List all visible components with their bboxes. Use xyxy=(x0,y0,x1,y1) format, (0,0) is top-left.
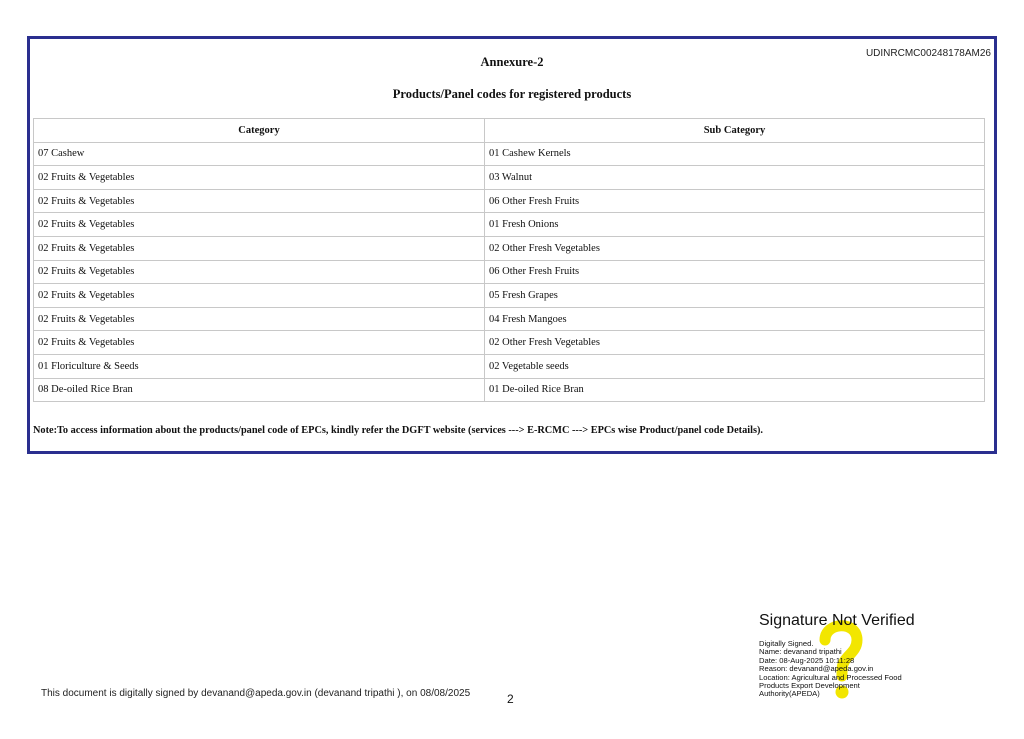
category-cell: 02 Fruits & Vegetables xyxy=(34,236,485,260)
signature-details xyxy=(759,640,902,699)
signature-line: Reason: devanand@apeda.gov.in xyxy=(759,664,874,674)
category-cell: 02 Fruits & Vegetables xyxy=(34,307,485,331)
sub-category-cell: 02 Other Fresh Vegetables xyxy=(485,331,985,355)
category-cell: 02 Fruits & Vegetables xyxy=(34,284,485,308)
table-row xyxy=(34,142,985,166)
sub-category-cell: 03 Walnut xyxy=(485,166,985,190)
category-cell: 02 Fruits & Vegetables xyxy=(34,189,485,213)
category-cell: 02 Fruits & Vegetables xyxy=(34,213,485,237)
page-number: 2 xyxy=(507,692,514,706)
sub-category-cell: 01 Fresh Onions xyxy=(485,213,985,237)
udin-number: UDINRCMC00248178AM26 xyxy=(865,48,991,59)
category-cell: 02 Fruits & Vegetables xyxy=(34,260,485,284)
sub-category-cell: 02 Vegetable seeds xyxy=(485,354,985,378)
sub-category-cell: 04 Fresh Mangoes xyxy=(485,307,985,331)
table-row xyxy=(34,213,985,237)
sub-category-cell: 02 Other Fresh Vegetables xyxy=(485,236,985,260)
signature-line: Date: 08-Aug-2025 10:11:28 xyxy=(759,655,855,665)
column-header-category: Category xyxy=(34,119,485,143)
sub-category-cell: 01 Cashew Kernels xyxy=(485,142,985,166)
dgft-note: Note:To access information about the products/panel code of EPCs, kindly refer the DGFT website (services ---> E-RCMC ---> EPCs wise Product/panel code Details). xyxy=(33,425,763,436)
sub-category-cell: 06 Other Fresh Fruits xyxy=(485,260,985,284)
category-cell: 02 Fruits & Vegetables xyxy=(34,166,485,190)
sub-category-cell: 01 De-oiled Rice Bran xyxy=(485,378,985,402)
table-header-row xyxy=(34,119,985,143)
category-cell: 08 De-oiled Rice Bran xyxy=(34,378,485,402)
signature-line: Name: devanand tripathi xyxy=(759,647,842,657)
table-row xyxy=(34,378,985,402)
product-codes-table xyxy=(33,118,985,402)
annexure-frame xyxy=(27,36,997,454)
category-cell: 01 Floriculture & Seeds xyxy=(34,354,485,378)
signature-block xyxy=(759,612,959,702)
table-row xyxy=(34,166,985,190)
signature-line: Digitally Signed. xyxy=(759,639,814,648)
signature-line: Location: Agricultural and Processed Food xyxy=(759,672,902,682)
sub-category-cell: 06 Other Fresh Fruits xyxy=(485,189,985,213)
table-row xyxy=(34,354,985,378)
table-row xyxy=(34,260,985,284)
sub-category-cell: 05 Fresh Grapes xyxy=(485,284,985,308)
table-row xyxy=(34,236,985,260)
digital-signature-footer: This document is digitally signed by devanand@apeda.gov.in (devanand tripathi ), on 08/08/2025 xyxy=(41,688,471,699)
table-row xyxy=(34,189,985,213)
signature-line: Products Export Development xyxy=(759,681,860,691)
table-row xyxy=(34,331,985,355)
category-cell: 02 Fruits & Vegetables xyxy=(34,331,485,355)
table-row xyxy=(34,284,985,308)
column-header-sub-category: Sub Category xyxy=(485,119,985,143)
annexure-title: Annexure-2 xyxy=(480,55,544,69)
category-cell: 07 Cashew xyxy=(34,142,485,166)
annexure-subtitle: Products/Panel codes for registered products xyxy=(392,87,632,101)
signature-status: Signature Not Verified xyxy=(759,612,915,629)
table-row xyxy=(34,307,985,331)
signature-line: Authority(APEDA) xyxy=(759,689,820,699)
